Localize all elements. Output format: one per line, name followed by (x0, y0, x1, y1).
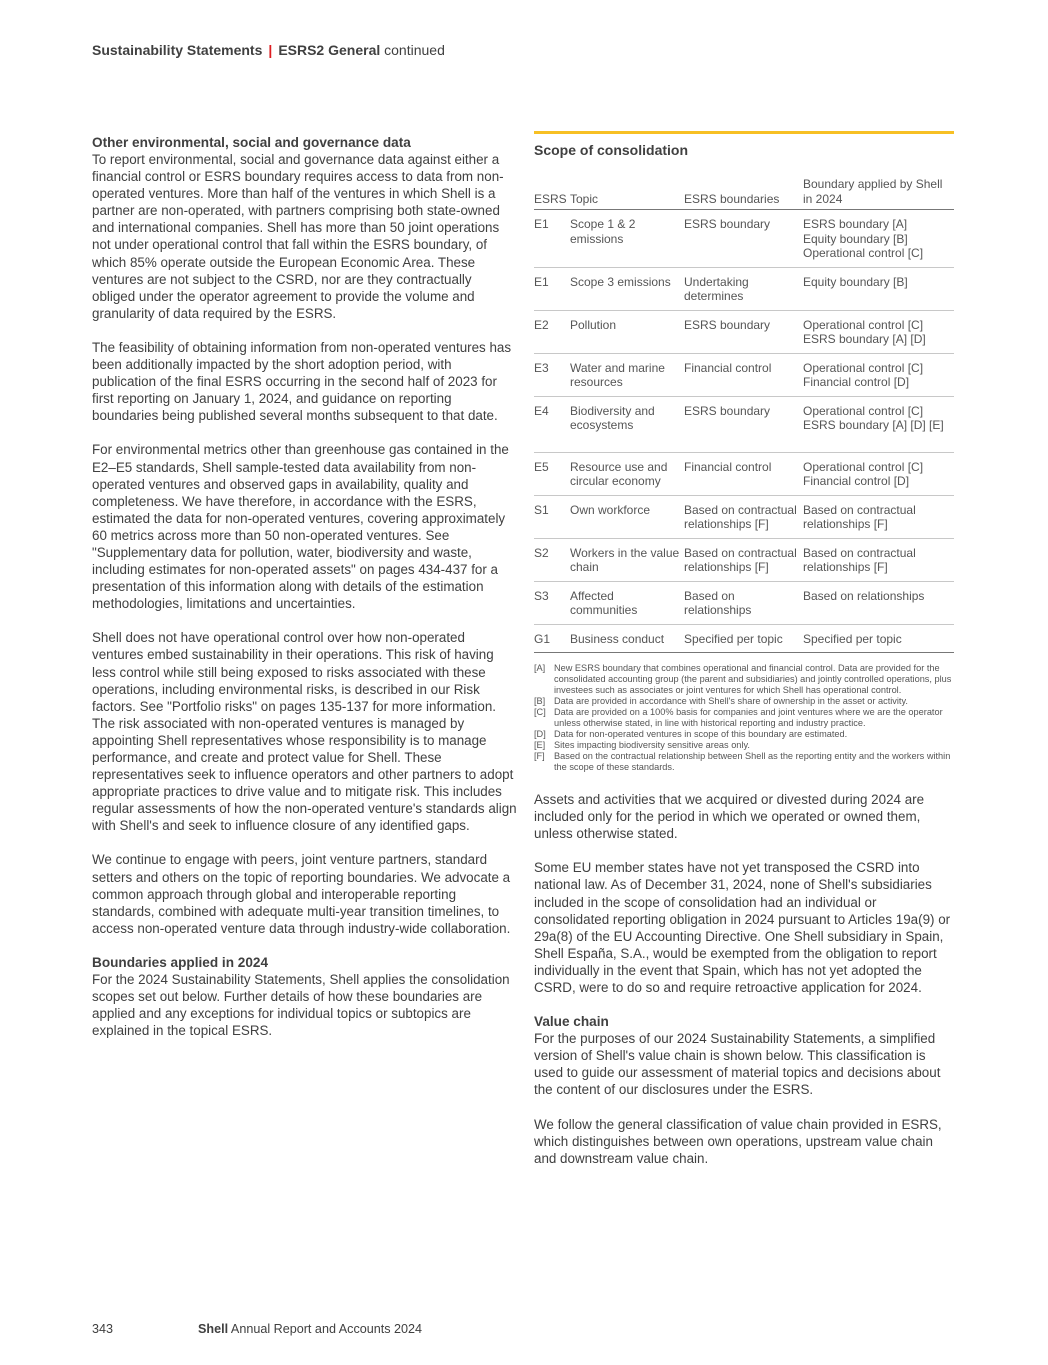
left-column (92, 134, 518, 1056)
column-header: ESRS (534, 177, 570, 210)
heading-value-chain: Value chain (534, 1014, 609, 1030)
cell-esrs-boundary: Based on relationships (684, 581, 803, 624)
cell-esrs-boundary: Financial control (684, 353, 803, 396)
paragraph: For environmental metrics other than greenhouse gas contained in the E2–E5 standards, Shell sample-tested data availability from non-operated ventures and observed gaps in availability, quality and completeness. We have therefore, in accordance with the ESRS, estimated the data for non-operated ventures, covering approximately 60 metrics across more than 50 non-operated ventures. See "Supplementary data for pollution, water, biodiversity and waste, including estimates for non-operated assets" on pages 434-437 for a presentation of this information along with details of the estimation methodologies, limitations and uncertainties. (92, 442, 509, 612)
cell-esrs-boundary: Specified per topic (684, 624, 803, 653)
cell-applied (803, 396, 954, 452)
footer-brand: Shell (198, 1322, 229, 1336)
applied-line: Specified per topic (803, 631, 902, 646)
applied-line: Equity boundary [B] (803, 231, 908, 246)
footnote (534, 751, 954, 773)
table-row (534, 538, 954, 581)
paragraph: To report environmental, social and governance data against either a financial control or ESRS boundary requires access to data from non-operated ventures. More than half of the ventures in which Shell is a partner are non-operated, with partners comprising both state-owned and international companies. Shell has more than 50 joint operations not under operational control that fall within the ESRS boundary, of which 85% operate outside the European Economic Area. These ventures are not subject to the CSRD, nor are they contractually obliged under the operator agreement to provide the volume and granularity of data required by the ESRS. (92, 152, 504, 321)
applied-line: Operational control [C] (803, 317, 924, 332)
applied-line: Operational control [C] (803, 403, 924, 418)
table-row (534, 581, 954, 624)
table-row (534, 396, 954, 452)
cell-esrs: G1 (534, 624, 570, 653)
header-subsection: ESRS2 General (278, 42, 381, 58)
cell-applied (803, 452, 954, 495)
cell-topic: Affected communities (570, 581, 684, 624)
applied-line: Operational control [C] (803, 459, 924, 474)
applied-line: ESRS boundary [A] (803, 217, 908, 232)
page-number: 343 (92, 1322, 114, 1336)
cell-esrs: E2 (534, 310, 570, 353)
column-header: Topic (570, 177, 684, 210)
footer-title: Annual Report and Accounts 2024 (230, 1322, 423, 1336)
cell-esrs-boundary: ESRS boundary (684, 310, 803, 353)
paragraph: Assets and activities that we acquired or divested during 2024 are included only for the period in which we operated or owned them, unless otherwise stated. (534, 792, 925, 842)
footnote-key: [B] (534, 696, 546, 707)
table-header-row (534, 177, 954, 210)
paragraph: We follow the general classification of value chain provided in ESRS, which distinguishes between own operations, upstream value chain and downstream value chain. (534, 1116, 942, 1166)
cell-topic: Workers in the value chain (570, 538, 684, 581)
table-row (534, 267, 954, 310)
cell-esrs-boundary: Financial control (684, 452, 803, 495)
cell-applied (803, 310, 954, 353)
cell-topic: Biodiversity and ecosystems (570, 396, 684, 452)
paragraph: We continue to engage with peers, joint venture partners, standard setters and others on the topic of reporting boundaries. We advocate a common approach through global and interoperable reporting standards, combined with adequate multi-year transition timelines, to access non-operated venture data through industry-wide collaboration. (92, 852, 511, 936)
cell-applied (803, 624, 954, 653)
right-body (534, 791, 954, 1167)
table-row (534, 310, 954, 353)
cell-applied (803, 353, 954, 396)
paragraph: For the 2024 Sustainability Statements, Shell applies the consolidation scopes set out below. Further details of how these boundaries are applied and any exceptions for individual topics or subtopics are explained in the topical ESRS. (92, 971, 510, 1039)
cell-esrs: S3 (534, 581, 570, 624)
cell-topic: Business conduct (570, 624, 684, 653)
cell-esrs-boundary: Undertaking determines (684, 267, 803, 310)
cell-esrs: E1 (534, 210, 570, 268)
page-footer (92, 1322, 422, 1336)
table-row (534, 495, 954, 538)
cell-topic: Own workforce (570, 495, 684, 538)
scope-table (534, 177, 954, 653)
footnote-text: Data are provided on a 100% basis for companies and joint ventures where we are the operator unless otherwise stated, in line with historical reporting and industry practice. (554, 707, 943, 729)
cell-esrs: E4 (534, 396, 570, 452)
heading-boundaries-applied: Boundaries applied in 2024 (92, 954, 269, 970)
applied-line: Financial control [D] (803, 375, 910, 390)
cell-esrs-boundary: Based on contractual relationships [F] (684, 538, 803, 581)
table-row (534, 210, 954, 268)
applied-line: Based on contractual relationships [F] (803, 502, 916, 532)
cell-esrs-boundary: ESRS boundary (684, 210, 803, 268)
footnote-text: New ESRS boundary that combines operational and financial control. Data are provided for the consolidated accounting group (the parent and subsidiaries) and jointly controlled operations, plus investees such as associates or joint ventures for which Shell has operational control. (554, 663, 952, 696)
cell-applied (803, 267, 954, 310)
paragraph: The feasibility of obtaining information from non-operated ventures has been additionally impacted by the short adoption period, with publication of the final ESRS occurring in the second half of 2023 for first reporting on January 1, 2024, and guidance on reporting boundaries being published several months subsequent to that date. (92, 339, 512, 424)
footnote (534, 740, 954, 751)
footnote-text: Data for non-operated ventures in scope of this boundary are estimated. (554, 729, 848, 740)
cell-applied (803, 538, 954, 581)
applied-line: ESRS boundary [A] [D] (803, 332, 926, 347)
footnote-key: [F] (534, 751, 545, 762)
footnote-key: [C] (534, 707, 546, 718)
footnote (534, 696, 954, 707)
cell-esrs-boundary: ESRS boundary (684, 396, 803, 452)
footnote-text: Based on the contractual relationship between Shell as the reporting entity and the workers within the scope of these standards. (554, 751, 951, 773)
applied-line: ESRS boundary [A] [D] [E] (803, 418, 944, 433)
heading-other-esg-data: Other environmental, social and governance data (92, 135, 411, 150)
header-separator: | (268, 42, 273, 58)
footnote-key: [E] (534, 740, 546, 751)
paragraph: Some EU member states have not yet transposed the CSRD into national law. As of December 31, 2024, none of Shell's subsidiaries included in the scope of consolidation had an individual or consolidated reporting obligation in 2024 pursuant to Articles 19a(9) or 29a(8) of the EU Accounting Directive. One Shell subsidiary in Spain, Shell España, S.A., would be exempted from the obligation to report individually in the event that Spain, which has not yet adopted the CSRD, were to do so and require retroactive application for 2024. (534, 860, 951, 996)
right-column (534, 131, 954, 1184)
cell-topic: Scope 1 & 2 emissions (570, 210, 684, 268)
cell-applied (803, 210, 954, 268)
applied-line: Equity boundary [B] (803, 274, 908, 289)
cell-esrs: S2 (534, 538, 570, 581)
cell-topic: Scope 3 emissions (570, 267, 684, 310)
cell-esrs: E5 (534, 452, 570, 495)
table-row (534, 452, 954, 495)
cell-esrs: E3 (534, 353, 570, 396)
column-header: Boundary applied by Shell in 2024 (803, 177, 954, 210)
header-section: Sustainability Statements (92, 42, 263, 58)
cell-applied (803, 581, 954, 624)
footnote-key: [D] (534, 729, 546, 740)
scope-title: Scope of consolidation (534, 142, 689, 158)
table-footnotes (534, 663, 954, 773)
footnote (534, 663, 954, 696)
cell-applied (803, 495, 954, 538)
footnote-text: Sites impacting biodiversity sensitive areas only. (554, 740, 750, 751)
page-header (92, 42, 445, 58)
applied-line: Based on relationships (803, 588, 925, 603)
cell-topic: Pollution (570, 310, 684, 353)
table-row (534, 624, 954, 653)
section-rule (534, 131, 954, 134)
cell-topic: Water and marine resources (570, 353, 684, 396)
applied-line: Operational control [C] (803, 246, 924, 261)
applied-line: Operational control [C] (803, 360, 924, 375)
cell-esrs: E1 (534, 267, 570, 310)
header-continued: continued (384, 42, 445, 58)
applied-line: Based on contractual relationships [F] (803, 545, 916, 575)
footnote (534, 729, 954, 740)
column-header: ESRS boundaries (684, 177, 803, 210)
cell-esrs-boundary: Based on contractual relationships [F] (684, 495, 803, 538)
footnote-key: [A] (534, 663, 546, 674)
applied-line: Financial control [D] (803, 474, 910, 489)
footnote-text: Data are provided in accordance with Shell's share of ownership in the asset or activity. (554, 696, 908, 707)
footnote (534, 707, 954, 729)
cell-topic: Resource use and circular economy (570, 452, 684, 495)
cell-esrs: S1 (534, 495, 570, 538)
table-row (534, 353, 954, 396)
paragraph: For the purposes of our 2024 Sustainability Statements, a simplified version of Shell's value chain is shown below. This classification is used to guide our assessment of material topics and decisions about the content of our disclosures under the ESRS. (534, 1031, 941, 1098)
paragraph: Shell does not have operational control over how non-operated ventures embed sustainability in their operations. This risk of having less control while still being exposed to risks associated with these operations, including environmental risks, is described in our Risk factors. See "Portfolio risks" on pages 135-137 for more information. The risk associated with non-operated ventures is managed by appointing Shell representatives whose responsibility is to manage performance, and create and protect value for Shell. These representatives seek to influence operators and other partners to adopt appropriate practices to drive value and to mitigate risk. This includes regular assessments of how the non-operated venture's standards align with Shell's and seek to influence closure of any identified gaps. (92, 630, 517, 834)
